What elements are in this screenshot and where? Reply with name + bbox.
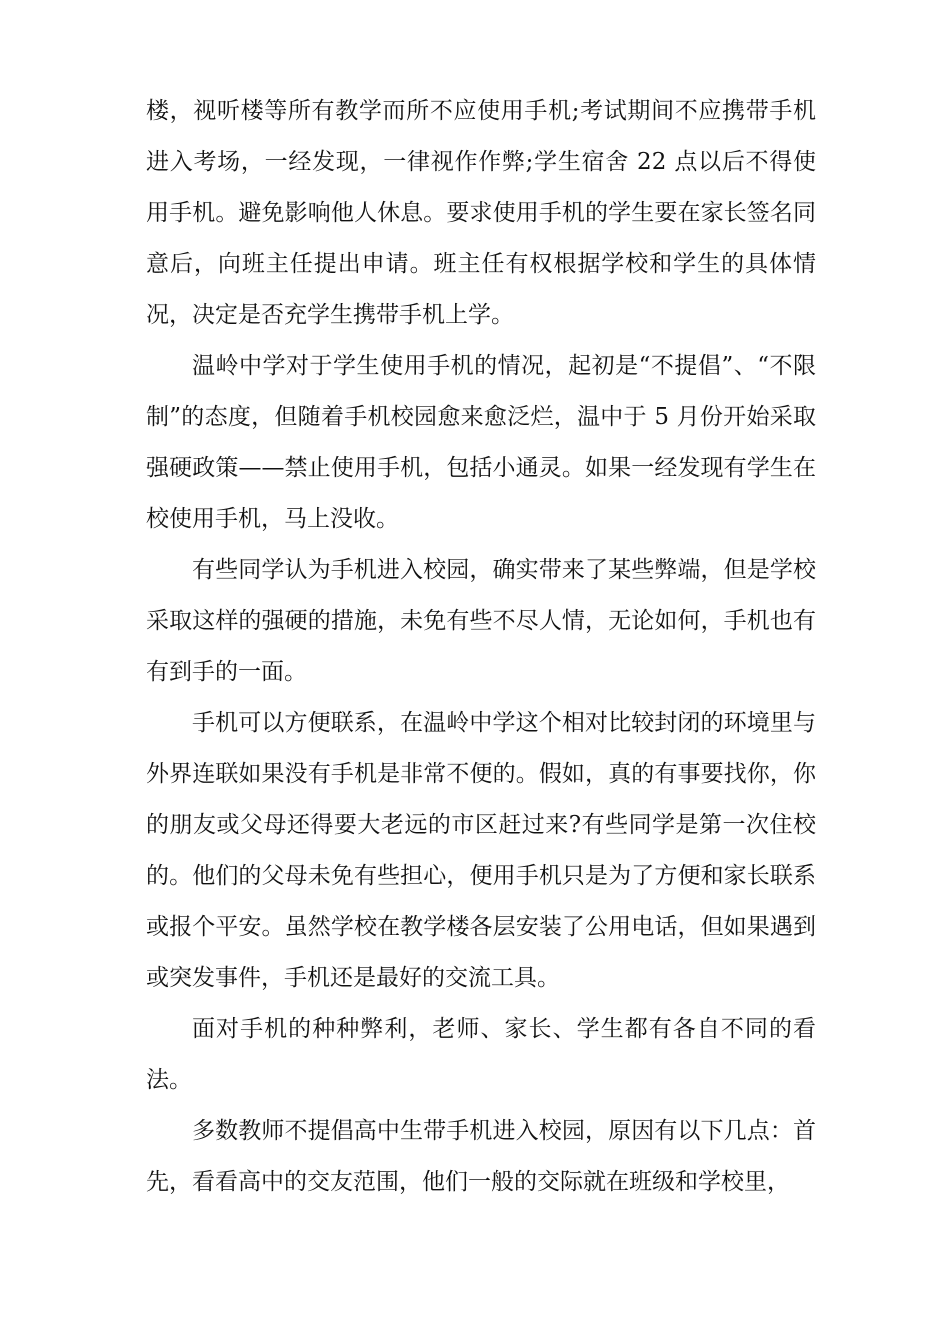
paragraph-3: 有些同学认为手机进入校园，确实带来了某些弊端，但是学校采取这样的强硬的措施，未免有些不尽人情，无论如何，手机也有有到手的一面。 <box>146 557 816 685</box>
paragraph-6: 多数教师不提倡高中生带手机进入校园，原因有以下几点：首先，看看高中的交友范围，他们一般的交际就在班级和学校里， <box>146 1118 816 1195</box>
paragraph-2: 温岭中学对于学生使用手机的情况，起初是“不提倡”、“不限制”的态度，但随着手机校园愈来愈泛烂，温中于 5 月份开始采取强硬政策——禁止使用手机，包括小通灵。如果一经发现有学生在校使用手机，马上没收。 <box>146 353 816 532</box>
paragraph-1: 楼，视听楼等所有教学而所不应使用手机;考试期间不应携带手机进入考场，一经发现，一律视作作弊;学生宿舍 22 点以后不得使用手机。避免影响他人休息。要求使用手机的学生要在家长签名同意后，向班主任提出申请。班主任有权根据学校和学生的具体情况，决定是否充学生携带手机上学。 <box>146 98 816 328</box>
paragraph-4: 手机可以方便联系，在温岭中学这个相对比较封闭的环境里与外界连联如果没有手机是非常不便的。假如，真的有事要找你，你的朋友或父母还得要大老远的市区赶过来?有些同学是第一次住校的。他们的父母未免有些担心，便用手机只是为了方便和家长联系或报个平安。虽然学校在教学楼各层安装了公用电话，但如果遇到或突发事件，手机还是最好的交流工具。 <box>146 710 816 991</box>
paragraph-5: 面对手机的种种弊利，老师、家长、学生都有各自不同的看法。 <box>146 1016 816 1093</box>
document-page <box>146 86 816 1208</box>
